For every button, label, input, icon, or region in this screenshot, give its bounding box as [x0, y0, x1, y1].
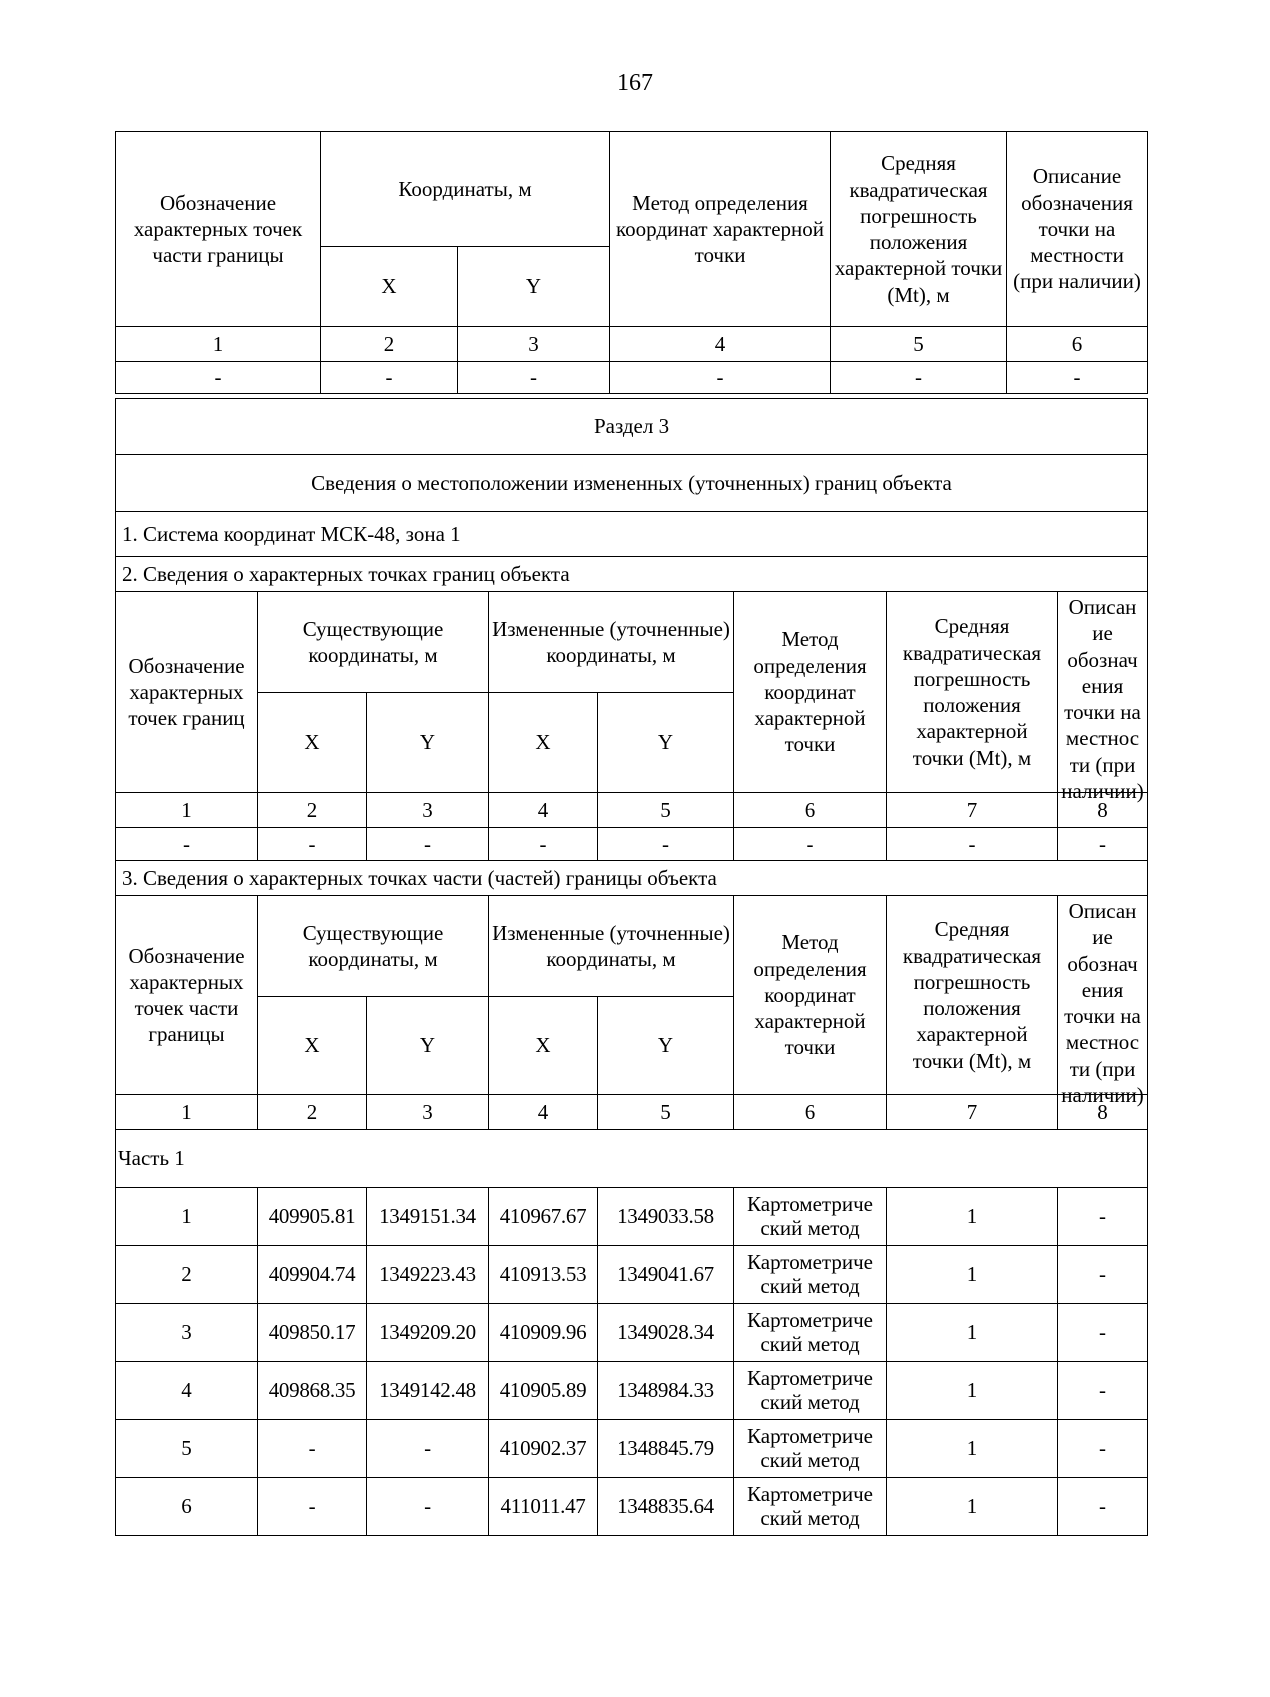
description: -: [1058, 1362, 1148, 1420]
cell: -: [458, 362, 610, 394]
col-number: 2: [258, 793, 367, 828]
table-row: [116, 1304, 1148, 1362]
changed-y: 1349028.34: [598, 1304, 734, 1362]
point-number: 3: [116, 1304, 258, 1362]
cell: -: [887, 828, 1058, 861]
col-number: 5: [598, 793, 734, 828]
existing-y: 1349151.34: [367, 1188, 489, 1246]
cell: -: [598, 828, 734, 861]
cell: -: [321, 362, 458, 394]
existing-x: 409905.81: [258, 1188, 367, 1246]
col-number: 2: [258, 1095, 367, 1130]
cell: -: [258, 828, 367, 861]
t2-header-error: Средняя квадратическая погрешность положения характерной точки (Mt), м: [887, 592, 1058, 793]
col-number: 8: [1058, 1095, 1148, 1130]
col-number: 1: [116, 327, 321, 362]
section-title: Раздел 3: [116, 399, 1148, 455]
cell: -: [1007, 362, 1148, 394]
existing-x: 409904.74: [258, 1246, 367, 1304]
existing-y: 1349142.48: [367, 1362, 489, 1420]
t3-header-designation: Обозначение характерных точек части границы: [116, 896, 258, 1095]
mt-value: 1: [887, 1304, 1058, 1362]
point-number: 1: [116, 1188, 258, 1246]
description: -: [1058, 1420, 1148, 1478]
changed-y: 1349033.58: [598, 1188, 734, 1246]
t2-header-y: Y: [598, 692, 734, 793]
header-coordinates: Координаты, м: [321, 132, 610, 247]
t2-header-description: [1058, 592, 1148, 803]
changed-x: 410913.53: [489, 1246, 598, 1304]
col-number: 3: [458, 327, 610, 362]
existing-y: -: [367, 1420, 489, 1478]
section-subtitle: Сведения о местоположении измененных (уточненных) границ объекта: [116, 455, 1148, 512]
part-points-heading: 3. Сведения о характерных точках части (частей) границы объекта: [116, 861, 1148, 896]
description: -: [1058, 1188, 1148, 1246]
method: Картометриче ский метод: [734, 1420, 887, 1478]
t3-header-description: [1058, 896, 1148, 1107]
t3-column-numbers-row: [116, 1095, 1148, 1130]
col-number: 4: [489, 1095, 598, 1130]
col-number: 7: [887, 793, 1058, 828]
changed-y: 1349041.67: [598, 1246, 734, 1304]
col-number: 8: [1058, 793, 1148, 828]
existing-x: -: [258, 1420, 367, 1478]
t2-header-y: Y: [367, 692, 489, 793]
changed-x: 411011.47: [489, 1478, 598, 1536]
col-number: 6: [734, 793, 887, 828]
changed-y: 1348984.33: [598, 1362, 734, 1420]
mt-value: 1: [887, 1246, 1058, 1304]
changed-y: 1348845.79: [598, 1420, 734, 1478]
empty-row: [116, 362, 1148, 394]
description: -: [1058, 1478, 1148, 1536]
part-label: Часть 1: [116, 1130, 1148, 1188]
col-number: 6: [1007, 327, 1148, 362]
t2-header-designation: Обозначение характерных точек границ: [116, 592, 258, 793]
col-number: 7: [887, 1095, 1058, 1130]
table-row: [116, 1362, 1148, 1420]
t2-header-x: X: [489, 692, 598, 793]
t2-header-x: X: [258, 692, 367, 793]
existing-x: -: [258, 1478, 367, 1536]
col-number: 6: [734, 1095, 887, 1130]
page-number: 167: [617, 70, 653, 96]
header-description: Описание обозначения точки на местности (при наличии): [1007, 132, 1148, 327]
cell: -: [116, 362, 321, 394]
table-row: [116, 1478, 1148, 1536]
col-number: 1: [116, 1095, 258, 1130]
cell: -: [610, 362, 831, 394]
col-number: 4: [610, 327, 831, 362]
section-3-table: [115, 398, 1148, 1536]
point-number: 6: [116, 1478, 258, 1536]
t3-header-x: X: [489, 996, 598, 1095]
mt-value: 1: [887, 1420, 1058, 1478]
t3-header-error: Средняя квадратическая погрешность положения характерной точки (Mt), м: [887, 896, 1058, 1095]
existing-x: 409850.17: [258, 1304, 367, 1362]
t2-column-numbers-row: [116, 793, 1148, 828]
header-designation: Обозначение характерных точек части границы: [116, 132, 321, 327]
cell: -: [734, 828, 887, 861]
cell: -: [831, 362, 1007, 394]
cell: -: [367, 828, 489, 861]
mt-value: 1: [887, 1188, 1058, 1246]
changed-x: 410967.67: [489, 1188, 598, 1246]
header-method: Метод определения координат характерной точки: [610, 132, 831, 327]
point-number: 2: [116, 1246, 258, 1304]
table-row: [116, 1246, 1148, 1304]
col-number: 4: [489, 793, 598, 828]
existing-y: 1349209.20: [367, 1304, 489, 1362]
t3-description-text: Описан ие обознач ения точки на местнос ти (при наличии): [1061, 899, 1144, 1107]
coordinate-system: 1. Система координат МСК-48, зона 1: [116, 512, 1148, 557]
description: -: [1058, 1304, 1148, 1362]
mt-value: 1: [887, 1478, 1058, 1536]
col-number: 3: [367, 793, 489, 828]
cell: -: [489, 828, 598, 861]
t3-header-y: Y: [598, 996, 734, 1095]
method: Картометриче ский метод: [734, 1246, 887, 1304]
table-row: [116, 1188, 1148, 1246]
col-number: 1: [116, 793, 258, 828]
method: Картометриче ский метод: [734, 1304, 887, 1362]
cell: -: [116, 828, 258, 861]
point-number: 4: [116, 1362, 258, 1420]
method: Картометриче ский метод: [734, 1188, 887, 1246]
col-number: 5: [831, 327, 1007, 362]
col-number: 2: [321, 327, 458, 362]
header-x: X: [321, 247, 458, 327]
changed-x: 410909.96: [489, 1304, 598, 1362]
boundary-points-heading: 2. Сведения о характерных точках границ объекта: [116, 557, 1148, 592]
cell: -: [1058, 828, 1148, 861]
col-number: 3: [367, 1095, 489, 1130]
existing-y: 1349223.43: [367, 1246, 489, 1304]
column-numbers-row: [116, 327, 1148, 362]
method: Картометриче ский метод: [734, 1478, 887, 1536]
changed-x: 410905.89: [489, 1362, 598, 1420]
method: Картометриче ский метод: [734, 1362, 887, 1420]
existing-x: 409868.35: [258, 1362, 367, 1420]
description: -: [1058, 1246, 1148, 1304]
top-points-table: [115, 131, 1148, 394]
changed-y: 1348835.64: [598, 1478, 734, 1536]
t2-description-text: Описан ие обознач ения точки на местнос ти (при наличии): [1061, 595, 1144, 803]
t2-header-method: Метод определения координат характерной точки: [734, 592, 887, 793]
col-number: 5: [598, 1095, 734, 1130]
t2-empty-row: [116, 828, 1148, 861]
existing-y: -: [367, 1478, 489, 1536]
point-number: 5: [116, 1420, 258, 1478]
t2-header-existing: Существующие координаты, м: [258, 592, 489, 693]
mt-value: 1: [887, 1362, 1058, 1420]
t3-header-existing: Существующие координаты, м: [258, 896, 489, 997]
t3-header-method: Метод определения координат характерной точки: [734, 896, 887, 1095]
table-row: [116, 1420, 1148, 1478]
t3-header-y: Y: [367, 996, 489, 1095]
t3-header-x: X: [258, 996, 367, 1095]
t3-header-changed: Измененные (уточненные) координаты, м: [489, 896, 734, 997]
t2-header-changed: Измененные (уточненные) координаты, м: [489, 592, 734, 693]
header-error: Средняя квадратическая погрешность положения характерной точки (Mt), м: [831, 132, 1007, 327]
changed-x: 410902.37: [489, 1420, 598, 1478]
header-y: Y: [458, 247, 610, 327]
